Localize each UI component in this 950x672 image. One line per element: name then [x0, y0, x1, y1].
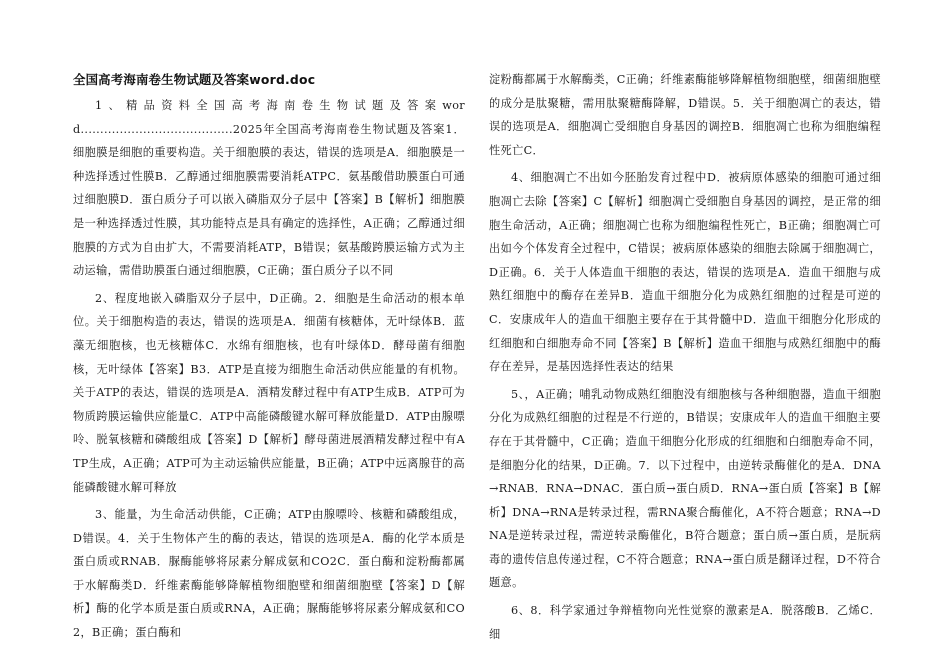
paragraph: 1、精品资料全国高考海南卷生物试题及答案word.......................................2025年全国高考海南卷生物试题及答案1．细胞膜是细胞的重要构造。关于细胞膜的表达，错误的选项是A．细胞膜是一种选择透过性膜B．乙醇通过细胞膜需要消耗ATPC．氨基酸借助膜蛋白可通过细胞膜D．蛋白质分子可以嵌入磷脂双分子层中【答案】B【解析】细胞膜是一种选择透过性膜，其功能特点是具有确定的选择性，A正确；乙醇通过细胞膜的方式为自由扩大，不需要消耗ATP，B错误；氨基酸跨膜运输方式为主动运输，需借助膜蛋白通过细胞膜，C正确；蛋白质分子以不同 — [73, 99, 465, 278]
paragraph: 5、，A正确；哺乳动物成熟红细胞没有细胞核与各种细胞器，造血干细胞分化为成熟红细胞的过程是不行逆的，B错误；安康成年人的造血干细胞主要存在于其骨髓中，C正确；造血干细胞分化形成的红细胞和白细胞寿命不同，是细胞分化的结果，D正确。7．以下过程中，由逆转录酶催化的是A．DNA→RNAB．RNA→DNAC．蛋白质→蛋白质D．RNA→蛋白质【答案】B【解析】DNA→RNA是转录过程，需RNA聚合酶催化，A不符合题意；RNA→DNA是逆转录过程，需逆转录酶催化，B符合题意；蛋白质→蛋白质，是朊病毒的遗传信息传递过程，C不符合题意；RNA→蛋白质是翻译过程，D不符合题意。 — [489, 387, 881, 590]
paragraph: 2、程度地嵌入磷脂双分子层中，D正确。2．细胞是生命活动的根本单位。关于细胞构造的表达，错误的选项是A．细菌有核糖体，无叶绿体B．蓝藻无细胞核，也无核糖体C．水绵有细胞核，也有叶绿体D．酵母菌有细胞核，无叶绿体【答案】B3．ATP是直接为细胞生命活动供应能量的有机物。关于ATP的表达，错误的选项是A．酒精发酵过程中有ATP生成B．ATP可为物质跨膜运输供应能量C．ATP中高能磷酸键水解可释放能量D．ATP由腺嘌呤、脱氧核糖和磷酸组成【答案】D【解析】酵母菌进展酒精发酵过程中有ATP生成，A正确；ATP可为主动运输供应能量，B正确；ATP中远离腺苷的高能磷酸键水解可释放 — [73, 291, 465, 494]
document-title: 全国高考海南卷生物试题及答案word.doc — [73, 72, 316, 87]
right-column — [489, 68, 881, 650]
paragraph: 6、8．科学家通过争辩植物向光性觉察的激素是A．脱落酸B．乙烯C．细 — [489, 604, 881, 641]
paragraph: 淀粉酶都属于水解酶类，C正确；纤维素酶能够降解植物细胞壁，细菌细胞壁的成分是肽聚糖，需用肽聚糖酶降解，D错误。5．关于细胞凋亡的表达，错误的选项是A．细胞凋亡受细胞自身基因的调控B．细胞凋亡也称为细胞编程性死亡C． — [489, 73, 881, 157]
paragraph: 3、能量，为生命活动供能，C正确；ATP由腺嘌呤、核糖和磷酸组成，D错误。4．关于生物体产生的酶的表达，错误的选项是A．酶的化学本质是蛋白质或RNAB．脲酶能够将尿素分解成氨和CO2C．蛋白酶和淀粉酶都属于水解酶类D．纤维素酶能够降解植物细胞壁和细菌细胞壁【答案】D【解析】酶的化学本质是蛋白质或RNA，A正确；脲酶能够将尿素分解成氨和CO2，B正确；蛋白酶和 — [73, 508, 465, 640]
left-column — [73, 68, 465, 649]
paragraph: 4、细胞凋亡不出如今胚胎发育过程中D．被病原体感染的细胞可通过细胞凋亡去除【答案】C【解析】细胞凋亡受细胞自身基因的调控，是正常的细胞生命活动，A正确；细胞凋亡也称为细胞编程性死亡，B正确；细胞凋亡可出如今个体发育全过程中，C错误；被病原体感染的细胞去除属于细胞凋亡，D正确。6．关于人体造血干细胞的表达，错误的选项是A．造血干细胞与成熟红细胞中的酶存在差异B．造血干细胞分化为成熟红细胞的过程是可逆的C．安康成年人的造血干细胞主要存在于其骨髓中D．造血干细胞分化形成的红细胞和白细胞寿命不同【答案】B【解析】造血干细胞与成熟红细胞中的酶存在差异，是基因选择性表达的结果 — [489, 171, 881, 374]
